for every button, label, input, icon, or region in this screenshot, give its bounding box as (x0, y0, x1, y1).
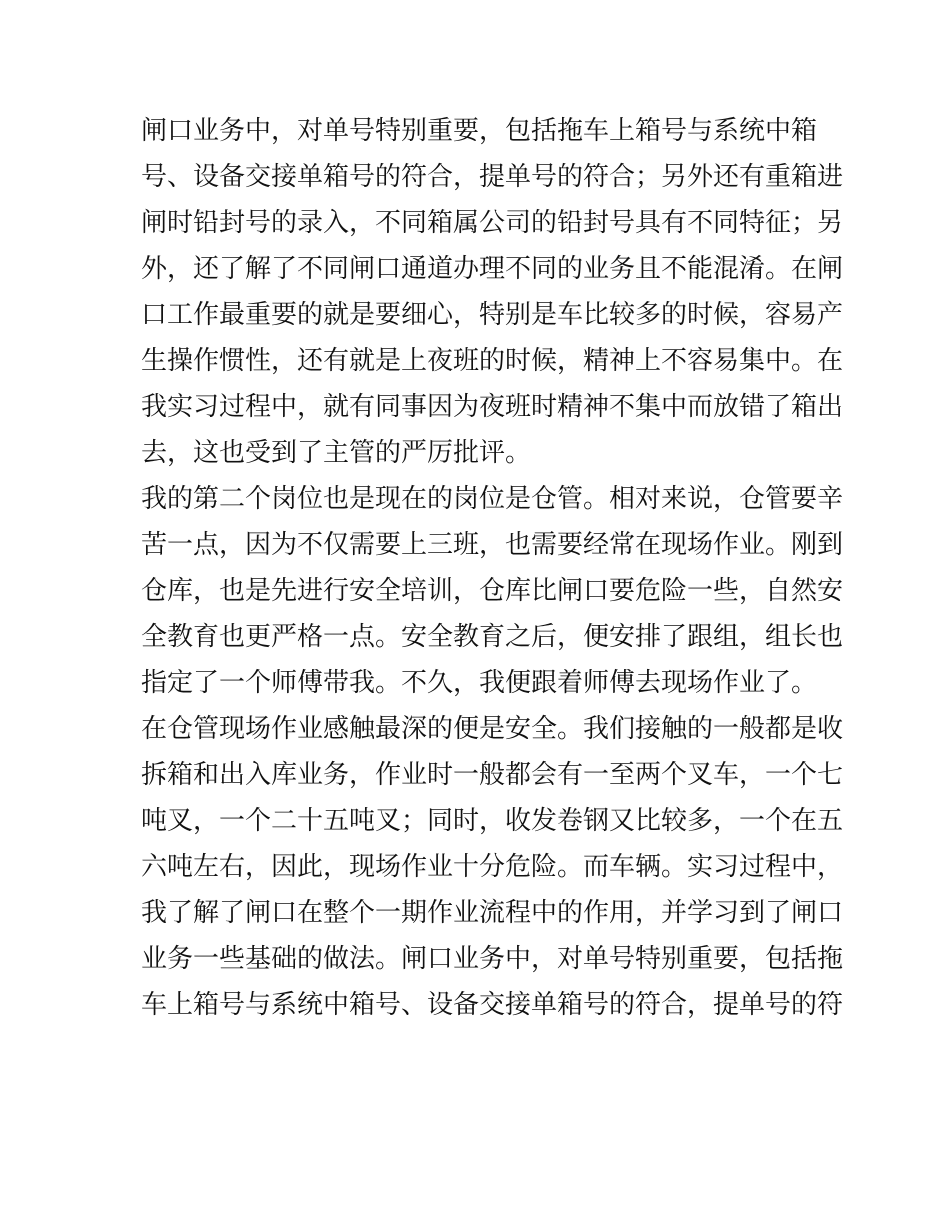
text-line: 苦一点，因为不仅需要上三班，也需要经常在现场作业。刚到 (141, 530, 844, 560)
text-line: 生操作惯性，还有就是上夜班的时候，精神上不容易集中。在 (141, 346, 844, 376)
text-line: 我的第二个岗位也是现在的岗位是仓管。相对来说，仓管要辛 (141, 484, 844, 514)
text-line: 指定了一个师傅带我。不久，我便跟着师傅去现场作业了。 (141, 668, 818, 698)
text-line: 吨叉，一个二十五吨叉；同时，收发卷钢又比较多，一个在五 (141, 806, 844, 836)
text-line: 业务一些基础的做法。闸口业务中，对单号特别重要，包括拖 (141, 944, 844, 974)
text-line: 拆箱和出入库业务，作业时一般都会有一至两个叉车，一个七 (141, 760, 844, 790)
text-line: 全教育也更严格一点。安全教育之后，便安排了跟组，组长也 (141, 622, 844, 652)
text-line: 在仓管现场作业感触最深的便是安全。我们接触的一般都是收 (141, 714, 844, 744)
text-line: 车上箱号与系统中箱号、设备交接单箱号的符合，提单号的符 (141, 990, 844, 1020)
text-line: 去，这也受到了主管的严厉批评。 (141, 438, 532, 468)
text-line: 我了解了闸口在整个一期作业流程中的作用，并学习到了闸口 (141, 898, 844, 928)
text-line: 闸时铅封号的录入，不同箱属公司的铅封号具有不同特征；另 (141, 208, 844, 238)
text-line: 我实习过程中，就有同事因为夜班时精神不集中而放错了箱出 (141, 392, 844, 422)
text-line: 闸口业务中，对单号特别重要，包括拖车上箱号与系统中箱 (141, 116, 818, 146)
body-text (141, 108, 844, 1028)
text-line: 外，还了解了不同闸口通道办理不同的业务且不能混淆。在闸 (141, 254, 844, 284)
text-line: 六吨左右，因此，现场作业十分危险。而车辆。实习过程中， (141, 852, 844, 882)
text-line: 号、设备交接单箱号的符合，提单号的符合；另外还有重箱进 (141, 162, 844, 192)
text-line: 仓库，也是先进行安全培训，仓库比闸口要危险一些，自然安 (141, 576, 844, 606)
text-line: 口工作最重要的就是要细心，特别是车比较多的时候，容易产 (141, 300, 844, 330)
